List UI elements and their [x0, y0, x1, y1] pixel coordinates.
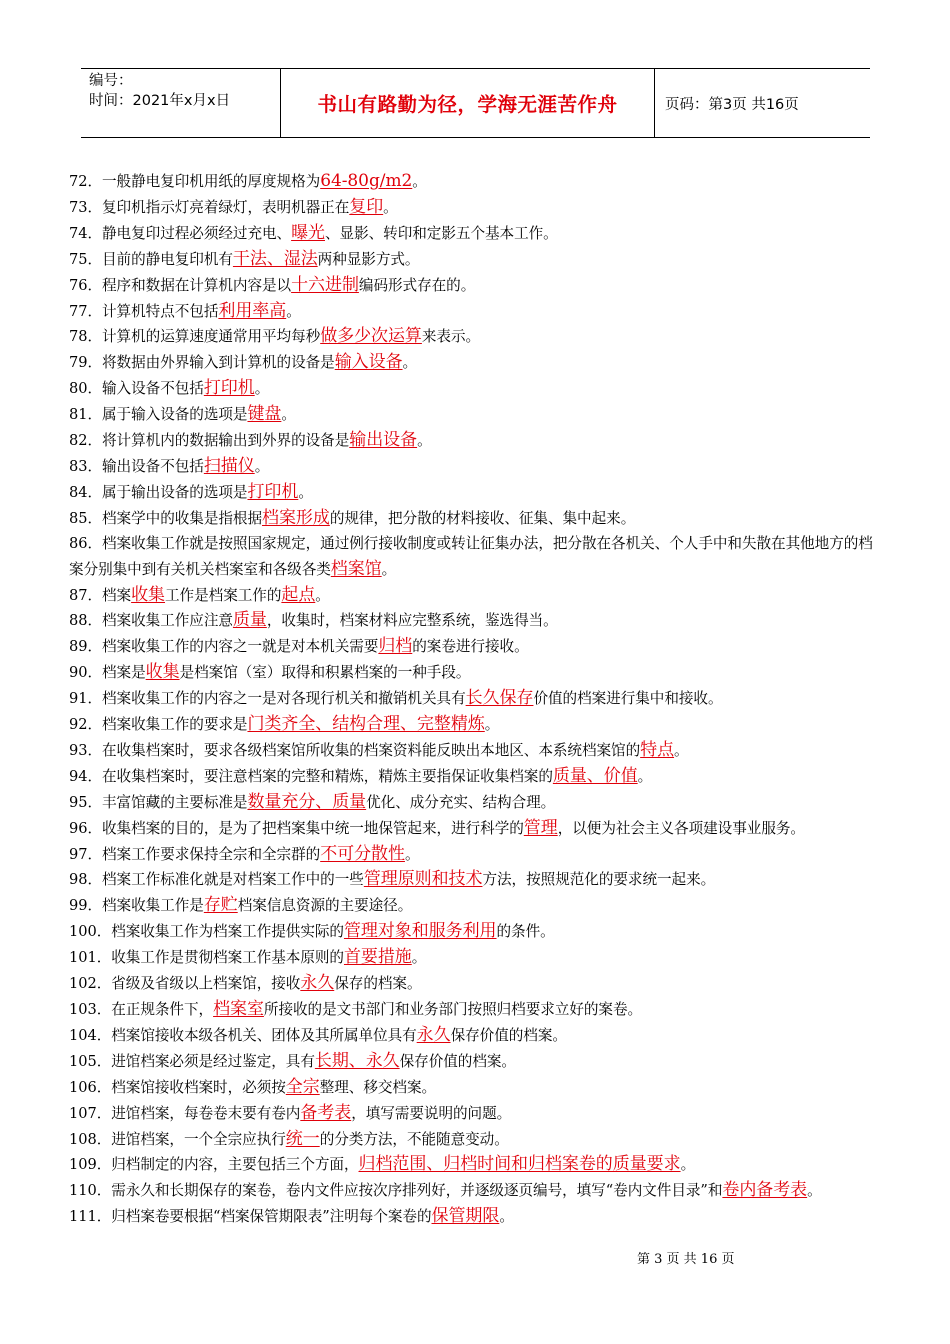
- question-item: [69, 195, 884, 221]
- question-text: 档案收集工作为档案工作提供实际的: [111, 923, 344, 941]
- question-item: [69, 816, 884, 842]
- answer-text: 档案形成: [262, 507, 330, 528]
- question-item: [69, 712, 884, 738]
- question-text: 。: [417, 432, 432, 450]
- question-number: 93．: [69, 741, 103, 759]
- question-text: 档案收集工作应注意: [102, 612, 233, 630]
- answer-text: 起点: [281, 584, 316, 605]
- question-text: 目前的静电复印机有: [102, 250, 233, 268]
- question-item: [69, 1049, 884, 1075]
- question-text: 在正规条件下，: [111, 1001, 214, 1018]
- question-text: 输出设备不包括: [102, 457, 204, 475]
- question-number: 102．: [69, 975, 112, 993]
- question-list: [69, 169, 884, 1230]
- question-number: 79．: [69, 354, 103, 372]
- question-item: [69, 842, 884, 868]
- question-number: 103．: [69, 1001, 112, 1018]
- answer-text: 打印机: [247, 481, 299, 502]
- answer-text: 统一: [285, 1128, 320, 1149]
- question-text: 一般静电复印机用纸的厚度规格为: [102, 173, 321, 190]
- question-number: 108．: [69, 1130, 112, 1148]
- question-text: 在收集档案时，要求各级档案馆所收集的档案资料能反映出本地区、本系统档案馆的: [102, 741, 641, 759]
- answer-text: 输入设备: [334, 352, 403, 373]
- question-text: 档案学中的收集是指根据: [102, 509, 262, 527]
- question-text: ，以便为社会主义各项建设事业服务。: [557, 819, 805, 837]
- question-text: 整理、移交档案。: [319, 1078, 437, 1096]
- answer-text: 键盘: [247, 404, 282, 425]
- answer-text: 数量充分、质量: [247, 791, 367, 812]
- question-number: 109．: [69, 1156, 112, 1174]
- question-number: 106．: [69, 1078, 112, 1096]
- question-item: [69, 1127, 884, 1153]
- question-text: 需永久和长期保存的案卷，卷内文件应按次序排列好，并逐级逐页编号，填写“卷内文件目录”和: [111, 1182, 723, 1200]
- answer-text: 管理: [523, 817, 558, 838]
- question-number: 80．: [69, 380, 103, 398]
- question-item: [69, 1023, 884, 1049]
- question-text: 收集工作是贯彻档案工作基本原则的: [111, 949, 344, 967]
- question-text: 将数据由外界输入到计算机的设备是: [102, 354, 335, 372]
- question-text: 。: [315, 586, 330, 604]
- question-text: 、显影、转印和定影五个基本工作。: [325, 224, 558, 242]
- question-text: 收集档案的目的，是为了把档案集中统一地保管起来，进行科学的: [102, 819, 524, 837]
- question-text: 计算机特点不包括: [102, 302, 219, 320]
- question-text: 保存价值的档案。: [399, 1052, 516, 1070]
- question-text: 档案馆接收本级各机关、团体及其所属单位具有: [111, 1026, 417, 1044]
- question-text: 是档案馆（室）取得和积累档案的一种手段。: [179, 664, 471, 682]
- question-item: [69, 867, 884, 893]
- question-number: 76．: [69, 276, 103, 294]
- answer-text: 十六进制: [291, 274, 359, 295]
- question-text: 。: [637, 767, 653, 785]
- question-number: 72．: [69, 173, 103, 190]
- question-text: 进馆档案必须是经过鉴定，具有: [111, 1052, 315, 1070]
- question-text: 在收集档案时，要注意档案的完整和精炼，精炼主要指保证收集档案的: [102, 767, 553, 785]
- question-item: [69, 945, 884, 971]
- question-text: 。: [402, 354, 418, 372]
- question-number: 105．: [69, 1052, 112, 1070]
- question-number: 86．: [69, 534, 103, 552]
- question-text: 来表示。: [421, 328, 481, 346]
- question-number: 82．: [69, 432, 103, 450]
- answer-text: 干法、湿法: [232, 248, 318, 269]
- question-number: 99．: [69, 897, 103, 915]
- question-item: [69, 247, 884, 273]
- question-text: 档案收集工作的要求是: [102, 716, 248, 734]
- answer-text: 不可分散性: [320, 843, 405, 864]
- question-text: 。: [807, 1182, 822, 1200]
- header-page-cell: [655, 69, 870, 137]
- question-item: [69, 971, 884, 997]
- answer-text: 永久: [300, 973, 335, 994]
- question-item: [69, 764, 884, 790]
- question-number: 85．: [69, 509, 103, 527]
- question-text: 。: [484, 716, 500, 734]
- question-text: 的规律，把分散的材料接收、征集、集中起来。: [329, 509, 636, 527]
- question-text: 。: [680, 1156, 696, 1174]
- answer-text: 复印: [349, 196, 384, 217]
- answer-text: 长期、永久: [314, 1050, 400, 1071]
- answer-text: 档案室: [213, 999, 264, 1019]
- question-number: 87．: [69, 586, 103, 604]
- question-text: 所接收的是文书部门和业务部门按照归档要求立好的案卷。: [263, 1001, 643, 1018]
- question-item: [69, 273, 884, 299]
- question-number: 104．: [69, 1026, 112, 1044]
- question-text: 。: [411, 949, 427, 967]
- question-item: [69, 583, 884, 609]
- question-item: [69, 532, 884, 583]
- question-number: 74．: [69, 224, 103, 242]
- answer-text: 做多少次运算: [320, 326, 422, 347]
- answer-text: 质量、价值: [552, 765, 638, 786]
- question-item: [69, 660, 884, 686]
- answer-text: 长久保存: [465, 688, 534, 709]
- answer-text: 保管期限: [431, 1206, 500, 1227]
- question-text: 属于输入设备的选项是: [102, 406, 248, 424]
- question-item: [69, 428, 884, 454]
- question-number: 96．: [69, 819, 103, 837]
- question-text: 保存价值的档案。: [450, 1026, 567, 1044]
- answer-text: 卷内备考表: [722, 1180, 808, 1201]
- question-number: 84．: [69, 483, 103, 501]
- question-text: 价值的档案进行集中和接收。: [533, 690, 723, 708]
- answer-text: 备考表: [300, 1102, 352, 1123]
- header-motto: 书山有路勤为径，学海无涯苦作舟: [317, 93, 618, 116]
- question-number: 110．: [69, 1182, 112, 1200]
- question-text: 归档案卷要根据“档案保管期限表”注明每个案卷的: [111, 1208, 432, 1226]
- question-item: [69, 299, 884, 325]
- question-number: 77．: [69, 302, 103, 320]
- question-text: 。: [381, 560, 397, 578]
- question-text: 静电复印过程必须经过充电、: [102, 224, 292, 242]
- question-text: 档案收集工作的内容之一就是对本机关需要: [102, 638, 379, 656]
- question-text: 保存的档案。: [334, 975, 422, 993]
- question-text: 档案是: [102, 664, 146, 682]
- question-text: 的条件。: [496, 923, 555, 941]
- answer-text: 归档范围、归档时间和归档案卷的质量要求: [358, 1154, 681, 1175]
- question-item: [69, 1101, 884, 1127]
- question-text: 档案工作标准化就是对档案工作中的一些: [102, 871, 364, 889]
- question-item: [69, 1204, 884, 1230]
- answer-text: 曝光: [291, 222, 325, 243]
- question-item: [69, 893, 884, 919]
- question-number: 75．: [69, 250, 103, 268]
- question-text: 。: [281, 406, 296, 424]
- question-text: 档案工作要求保持全宗和全宗群的: [102, 845, 321, 863]
- question-text: 。: [286, 302, 301, 320]
- question-number: 73．: [69, 198, 103, 216]
- question-item: [69, 1075, 884, 1101]
- question-text: 复印机指示灯亮着绿灯，表明机器正在: [102, 198, 350, 216]
- answer-text: 全宗: [285, 1076, 320, 1097]
- question-text: 档案收集工作是: [102, 897, 204, 915]
- question-item: [69, 324, 884, 350]
- question-text: 将计算机内的数据输出到外界的设备是: [102, 432, 350, 450]
- answer-text: 输出设备: [349, 430, 418, 451]
- page-header: [81, 68, 870, 138]
- question-text: 。: [254, 380, 270, 398]
- answer-text: 收集: [131, 584, 166, 605]
- question-number: 107．: [69, 1104, 112, 1122]
- question-item: [69, 221, 884, 247]
- question-item: [69, 686, 884, 712]
- page-footer: 第 3 页 共 16 页: [637, 1252, 735, 1267]
- question-text: 。: [298, 483, 313, 501]
- answer-text: 门类齐全、结构合理、完整精炼: [247, 714, 485, 735]
- question-number: 90．: [69, 664, 103, 682]
- question-number: 91．: [69, 690, 103, 708]
- question-item: [69, 919, 884, 945]
- question-text: 方法，按照规范化的要求统一起来。: [482, 871, 716, 889]
- question-item: [69, 608, 884, 634]
- question-text: 档案收集工作的内容之一是对各现行机关和撤销机关具有: [102, 690, 466, 708]
- question-item: [69, 1152, 884, 1178]
- question-number: 100．: [69, 923, 112, 941]
- question-item: [69, 454, 884, 480]
- question-text: 编码形式存在的。: [358, 276, 476, 294]
- question-text: 进馆档案，每卷卷末要有卷内: [111, 1104, 301, 1122]
- question-text: 的案卷进行接收。: [412, 638, 529, 656]
- answer-text: 归档: [378, 636, 413, 657]
- question-text: 。: [674, 741, 689, 759]
- answer-text: 利用率高: [218, 300, 287, 321]
- question-text: 优化、成分充实、结构合理。: [366, 793, 556, 811]
- question-number: 92．: [69, 716, 103, 734]
- header-meta-cell: [81, 69, 281, 137]
- question-text: 程序和数据在计算机内容是以: [102, 276, 292, 294]
- question-number: 95．: [69, 793, 103, 811]
- question-text: 丰富馆藏的主要标准是: [102, 793, 248, 811]
- question-text: 档案收集工作就是按照国家规定，通过例行接收制度或转让征集办法，把分散在各机关、个人手中和失散在其他地方的档案分别集中到有关机关档案室和各级各类: [69, 534, 873, 578]
- question-number: 111．: [69, 1208, 112, 1226]
- question-text: 。: [383, 198, 398, 216]
- question-text: 工作是档案工作的: [165, 586, 282, 604]
- question-item: [69, 634, 884, 660]
- question-item: [69, 480, 884, 506]
- question-text: 进馆档案，一个全宗应执行: [111, 1130, 286, 1148]
- question-item: [69, 402, 884, 428]
- question-text: 。: [499, 1208, 514, 1226]
- question-item: [69, 506, 884, 532]
- question-text: 计算机的运算速度通常用平均每秒: [102, 328, 321, 346]
- question-item: [69, 376, 884, 402]
- question-text: 档案馆接收档案时，必须按: [111, 1078, 286, 1096]
- question-number: 81．: [69, 406, 103, 424]
- question-text: 两种显影方式。: [317, 250, 420, 268]
- question-text: 的分类方法，不能随意变动。: [319, 1130, 509, 1148]
- question-text: 输入设备不包括: [102, 380, 204, 398]
- question-text: 档案信息资源的主要途径。: [237, 897, 413, 915]
- question-item: [69, 1178, 884, 1204]
- question-number: 83．: [69, 457, 103, 475]
- answer-text: 管理原则和技术: [363, 869, 483, 890]
- question-text: 省级及省级以上档案馆，接收: [111, 975, 301, 993]
- question-number: 89．: [69, 638, 103, 656]
- document-number-label: 编号：: [89, 73, 133, 89]
- question-number: 98．: [69, 871, 103, 889]
- answer-text: 特点: [640, 739, 675, 760]
- question-text: 档案: [102, 586, 132, 604]
- answer-text: 收集: [145, 662, 180, 683]
- answer-text: 扫描仪: [203, 455, 255, 476]
- answer-text: 永久: [416, 1024, 451, 1045]
- answer-text: 质量: [232, 610, 267, 631]
- question-number: 94．: [69, 767, 103, 785]
- question-text: 。: [404, 845, 420, 863]
- header-motto-cell: [281, 69, 655, 137]
- question-item: [69, 790, 884, 816]
- answer-text: 打印机: [203, 378, 255, 399]
- question-item: [69, 738, 884, 764]
- document-time-label: 时间：2021年x月x日: [89, 93, 231, 109]
- question-text: 。: [254, 457, 270, 475]
- question-text: 归档制定的内容，主要包括三个方面，: [111, 1156, 359, 1174]
- question-text: ，填写需要说明的问题。: [351, 1104, 512, 1122]
- answer-text: 存贮: [203, 895, 238, 916]
- question-number: 97．: [69, 845, 103, 863]
- header-page-number: 页码：第3页 共16页: [665, 96, 799, 113]
- answer-text: 首要措施: [343, 947, 412, 968]
- question-number: 78．: [69, 328, 103, 346]
- question-text: 属于输出设备的选项是: [102, 483, 248, 501]
- question-item: [69, 997, 884, 1023]
- answer-text: 64-80g/m2: [320, 171, 413, 191]
- question-number: 88．: [69, 612, 103, 630]
- question-text: 。: [412, 173, 427, 190]
- question-number: 101．: [69, 949, 112, 967]
- question-text: ，收集时，档案材料应完整系统，鉴选得当。: [266, 612, 558, 630]
- answer-text: 管理对象和服务利用: [343, 921, 497, 942]
- question-item: [69, 169, 884, 195]
- question-item: [69, 350, 884, 376]
- answer-text: 档案馆: [330, 558, 382, 579]
